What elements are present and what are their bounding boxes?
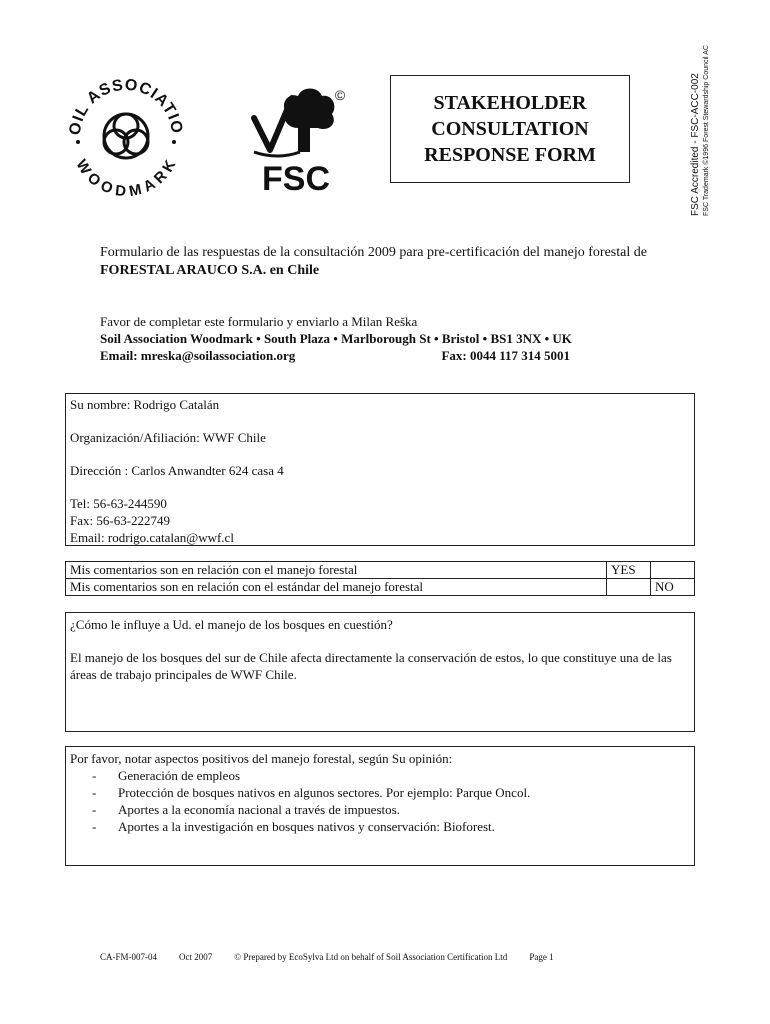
list-item[interactable]: - Protección de bosques nativos en algunos sectores. Por ejemplo: Parque Oncol. bbox=[92, 784, 690, 801]
fsc-copyright-mark: © bbox=[334, 87, 346, 103]
page-number: Page 1 bbox=[529, 952, 554, 962]
form-date: Oct 2007 bbox=[179, 952, 213, 962]
list-item[interactable]: - Aportes a la economía nacional a través de impuestos. bbox=[92, 801, 690, 818]
svg-text:WOODMARK bbox=[72, 157, 179, 201]
intro-text: Formulario de las respuestas de la consultación 2009 para pre-certificación del manejo forestal de bbox=[100, 245, 647, 260]
influence-question-box bbox=[65, 612, 695, 732]
influence-question: ¿Cómo le influye a Ud. el manejo de los bosques en cuestión? bbox=[70, 617, 393, 632]
contact-email: Email: mreska@soilassociation.org bbox=[100, 348, 296, 363]
page-footer bbox=[100, 951, 620, 963]
contact-fax: Fax: 0044 117 314 5001 bbox=[441, 348, 570, 363]
fsc-logo bbox=[240, 78, 352, 196]
soil-logo-bottom-text: WOODMARK bbox=[72, 156, 180, 201]
fsc-accreditation-side-text bbox=[690, 45, 711, 216]
soil-association-logo bbox=[60, 70, 192, 202]
instruction-text: Favor de completar este formulario y enviarlo a Milan Reška bbox=[100, 314, 418, 329]
address-text: Soil Association Woodmark • South Plaza • Marlborough St • Bristol • BS1 3NX • UK bbox=[100, 331, 572, 346]
title-line-2: CONSULTATION bbox=[431, 118, 589, 140]
email-fax-row bbox=[100, 347, 570, 364]
fsc-wordmark: FSC bbox=[262, 160, 330, 196]
soil-logo-top-text: OIL ASSOCIATIO bbox=[66, 76, 186, 137]
comment-row-label: Mis comentarios son en relación con el manejo forestal bbox=[66, 562, 607, 579]
comments-relation-table bbox=[65, 561, 695, 596]
list-item[interactable]: - Generación de empleos bbox=[92, 767, 690, 784]
respondent-email[interactable]: Email: rodrigo.catalan@wwf.cl bbox=[70, 530, 234, 545]
list-item[interactable]: - Aportes a la investigación en bosques nativos y conservación: Bioforest. bbox=[92, 818, 690, 835]
intro-section bbox=[100, 244, 670, 280]
respondent-address[interactable]: Dirección : Carlos Anwandter 624 casa 4 bbox=[70, 463, 284, 478]
title-line-1: STAKEHOLDER bbox=[433, 92, 587, 114]
table-row bbox=[66, 579, 695, 596]
respondent-info-box bbox=[65, 393, 695, 546]
respondent-organization[interactable]: Organización/Afiliación: WWF Chile bbox=[70, 430, 266, 445]
yes-cell[interactable] bbox=[607, 579, 651, 596]
contact-section bbox=[100, 313, 680, 364]
trademark-text: FSC Trademark ©1996 Forest Stewardship Council AC bbox=[703, 45, 710, 216]
svg-text:SOIL ASSOCIATION bbox=[60, 70, 185, 136]
company-name: FORESTAL ARAUCO S.A. en Chile bbox=[100, 263, 320, 278]
positive-aspects-list bbox=[70, 767, 690, 835]
form-title-box bbox=[390, 75, 630, 183]
form-code: CA-FM-007-04 bbox=[100, 952, 158, 962]
respondent-fax[interactable]: Fax: 56-63-222749 bbox=[70, 513, 171, 528]
table-row bbox=[66, 562, 695, 579]
comment-row-label: Mis comentarios son en relación con el estándar del manejo forestal bbox=[66, 579, 607, 596]
positive-aspects-question: Por favor, notar aspectos positivos del manejo forestal, según Su opinión: bbox=[70, 751, 453, 766]
positive-aspects-box bbox=[65, 746, 695, 866]
no-cell[interactable] bbox=[651, 562, 695, 579]
accreditation-text: FSC Accredited - FSC-ACC-002 bbox=[690, 73, 701, 216]
footer-credit: © Prepared by EcoSylva Ltd on behalf of Soil Association Certification Ltd bbox=[234, 952, 508, 962]
respondent-name[interactable]: Su nombre: Rodrigo Catalán bbox=[70, 397, 220, 412]
influence-answer[interactable]: El manejo de los bosques del sur de Chile afecta directamente la conservación de estos, lo que constituye una de las áreas de trabajo principales de WWF Chile. bbox=[70, 650, 672, 682]
no-cell[interactable]: NO bbox=[651, 579, 695, 596]
respondent-tel[interactable]: Tel: 56-63-244590 bbox=[70, 496, 167, 511]
title-line-3: RESPONSE FORM bbox=[424, 144, 596, 166]
yes-cell[interactable]: YES bbox=[607, 562, 651, 579]
